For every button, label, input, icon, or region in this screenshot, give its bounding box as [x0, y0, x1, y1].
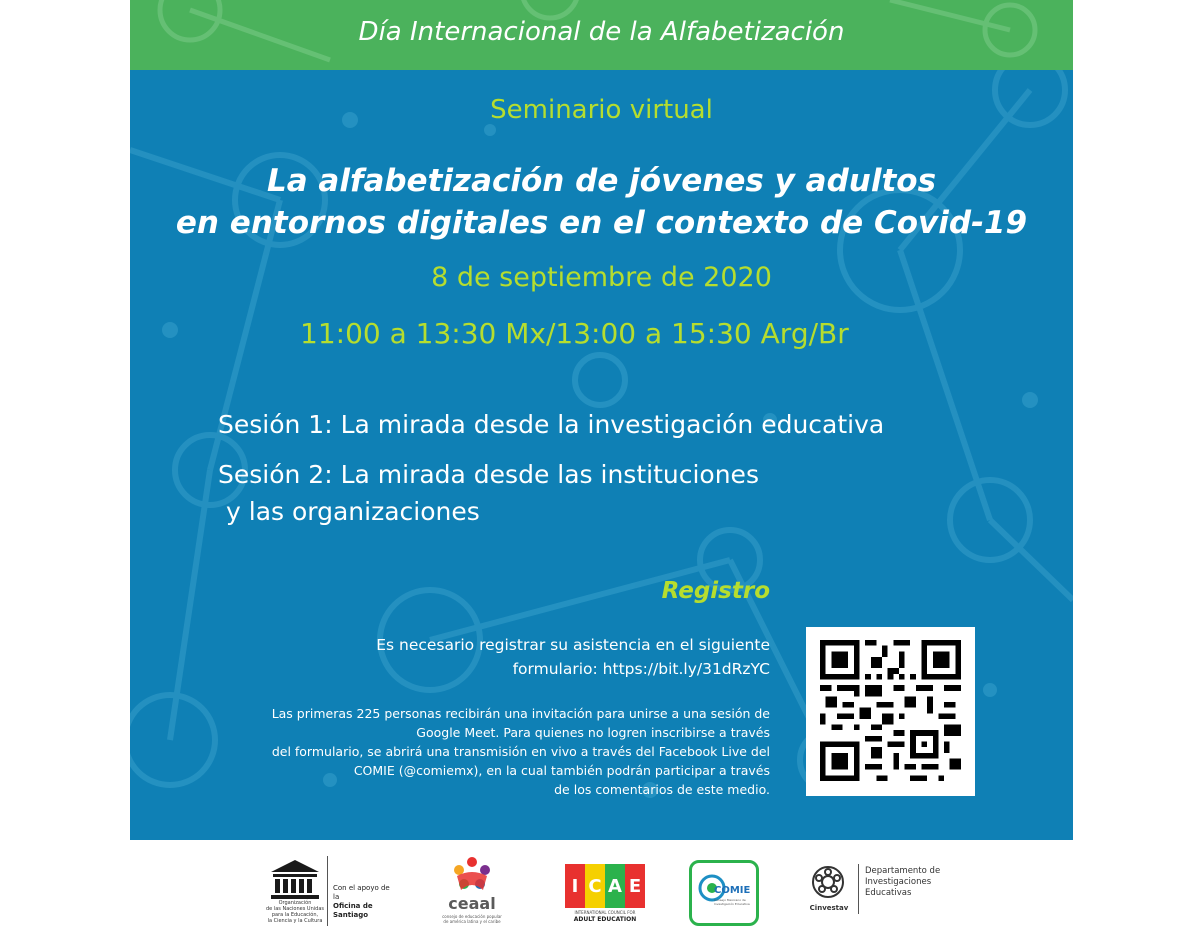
ceaal-tagline: consejo de educación popular — [442, 914, 502, 919]
registration-title: Registro — [661, 578, 770, 604]
qr-code-icon — [820, 640, 961, 781]
ceaal-name: ceaal — [448, 894, 496, 913]
icae-letter: C — [585, 864, 605, 908]
registration-note-line: COMIE (@comiemx), en la cual también podrán participar a través — [353, 763, 770, 778]
ceaal-logo — [436, 856, 508, 928]
unesco-support-line: Santiago — [333, 911, 369, 919]
qr-code[interactable] — [806, 627, 975, 796]
seminar-poster — [130, 0, 1073, 840]
unesco-support-line: Con el apoyo de la — [333, 884, 390, 901]
icae-logo — [565, 864, 645, 924]
cinvestav-divider — [858, 864, 859, 914]
cinvestav-name: Cinvestav — [809, 904, 849, 912]
cinvestav-logo — [808, 862, 948, 924]
cinvestav-dept-line: Departamento de — [865, 866, 941, 876]
session-2-line1: Sesión 2: La mirada desde las instituciones — [218, 460, 759, 489]
unesco-temple-icon — [267, 858, 323, 902]
cinvestav-emblem-icon — [810, 864, 846, 900]
event-date: 8 de septiembre de 2020 — [431, 262, 772, 293]
unesco-logo — [265, 856, 393, 928]
session-1: Sesión 1: La mirada desde la investigación educativa — [218, 410, 885, 439]
registration-text-line1: Es necesario registrar su asistencia en el siguiente — [376, 636, 770, 654]
registration-note-line: Google Meet. Para quienes no logren inscribirse a través — [416, 725, 770, 740]
registration-link[interactable]: formulario: https://bit.ly/31dRzYC — [512, 660, 770, 678]
unesco-org-line: Organización — [278, 900, 312, 906]
registration-note-line: del formulario, se abrirá una transmisión en vivo a través del Facebook Live del — [271, 744, 770, 759]
banner-title: Día Internacional de la Alfabetización — [358, 17, 845, 47]
event-time: 11:00 a 13:30 Mx/13:00 a 15:30 Arg/Br — [300, 317, 849, 350]
comie-name: COMIE — [714, 885, 751, 896]
icae-tagline: ADULT EDUCATION — [573, 916, 637, 923]
comie-logo — [689, 860, 759, 926]
registration-note-line: de los comentarios de este medio. — [554, 782, 770, 797]
icae-tagline: INTERNATIONAL COUNCIL FOR — [574, 910, 636, 915]
comie-tagline: Consejo Mexicano de Investigación Educativa — [714, 898, 750, 906]
ceaal-people-icon — [447, 856, 497, 896]
registration-note-line: Las primeras 225 personas recibirán una invitación para unirse a una sesión de — [271, 706, 770, 721]
unesco-org-line: la Ciencia y la Cultura — [267, 918, 323, 924]
cinvestav-dept-line: Educativas — [865, 888, 912, 898]
unesco-divider — [327, 856, 328, 926]
session-2-line2: y las organizaciones — [226, 497, 480, 526]
icae-letter: E — [625, 864, 645, 908]
unesco-org-line: para la Educación, — [271, 912, 319, 918]
cinvestav-dept-line: Investigaciones — [865, 877, 932, 887]
ceaal-tagline: de américa latina y el caribe — [443, 919, 501, 924]
icae-letter: I — [565, 864, 585, 908]
sponsor-logos — [0, 840, 1200, 928]
top-banner — [130, 0, 1073, 70]
event-title-line1: La alfabetización de jóvenes y adultos — [266, 163, 937, 199]
unesco-support-line: Oficina de — [333, 902, 373, 910]
event-type: Seminario virtual — [490, 95, 713, 125]
unesco-org-line: de las Naciones Unidas — [266, 906, 324, 912]
event-title-line2: en entornos digitales en el contexto de Covid-19 — [175, 205, 1028, 241]
icae-letter: A — [605, 864, 625, 908]
